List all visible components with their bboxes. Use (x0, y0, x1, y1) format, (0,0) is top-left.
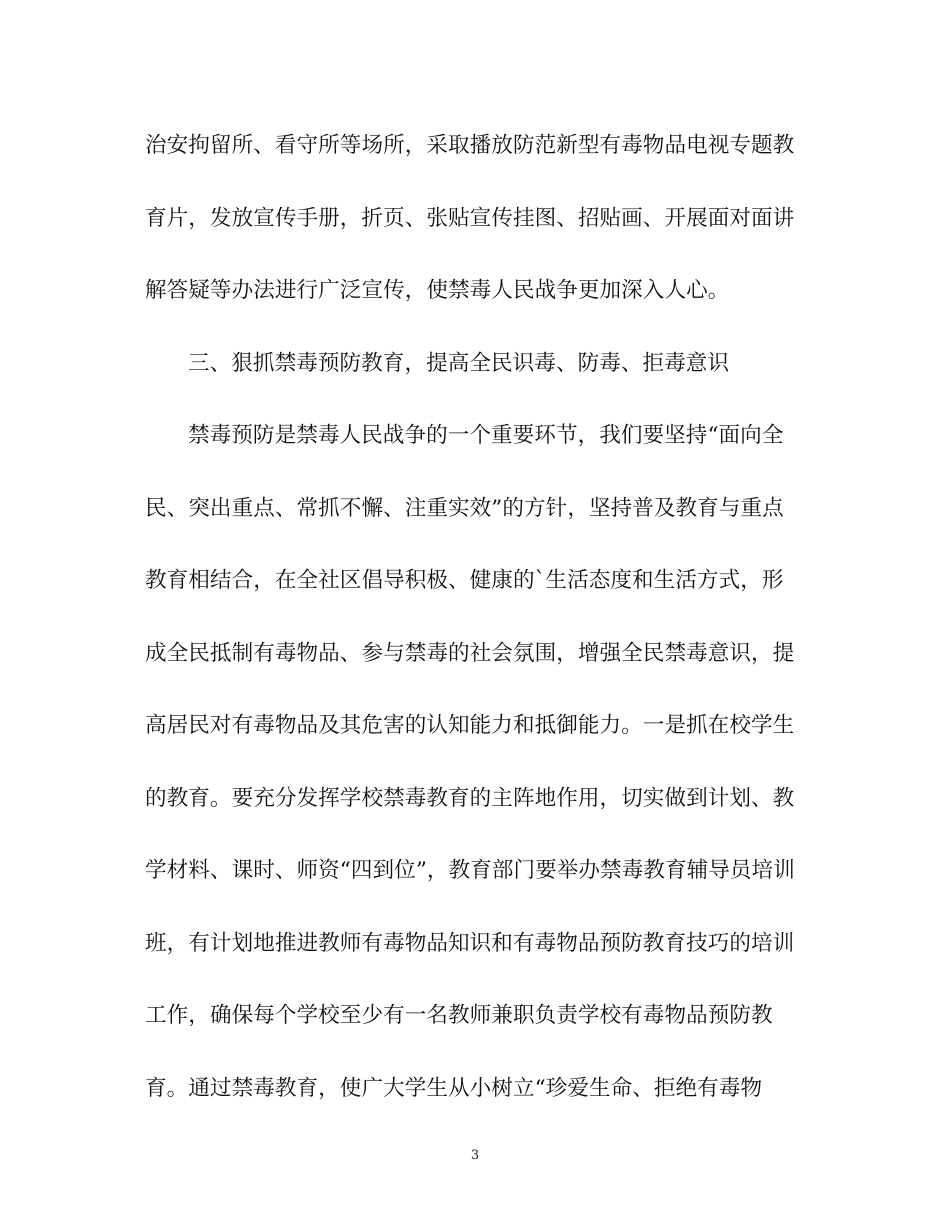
text-line: 班，有计划地推进教师有毒物品知识和有毒物品预防教育技巧的培训 (145, 930, 795, 956)
text-line: 解答疑等办法进行广泛宣传，使禁毒人民战争更加深入人心。 (145, 278, 730, 303)
page-number: 3 (470, 1148, 480, 1163)
text-line: 的教育。要充分发挥学校禁毒教育的主阵地作用，切实做到计划、教 (145, 785, 795, 811)
text-line: 民、突出重点、常抓不懈、注重实效”的方针，坚持普及教育与重点 (145, 495, 784, 521)
text-line: 育。通过禁毒教育，使广大学生从小树立“珍爱生命、拒绝有毒物 (145, 1075, 763, 1101)
text-line: 教育相结合，在全社区倡导积极、健康的`生活态度和生活方式，形 (145, 568, 784, 593)
text-line: 高居民对有毒物品及其危害的认知能力和抵御能力。一是抓在校学生 (145, 713, 795, 738)
section-heading: 三、狠抓禁毒预防教育，提高全民识毒、防毒、拒毒意识 (188, 350, 730, 376)
text-line: 学材料、课时、师资“四到位”，教育部门要举办禁毒教育辅导员培训 (145, 858, 795, 883)
text-line: 治安拘留所、看守所等场所，采取播放防范新型有毒物品电视专题教 (145, 133, 795, 158)
text-line: 育片，发放宣传手册，折页、张贴宣传挂图、招贴画、开展面对面讲 (145, 205, 795, 231)
text-line: 工作，确保每个学校至少有一名教师兼职负责学校有毒物品预防教 (145, 1003, 773, 1028)
document-body (145, 124, 805, 1139)
text-line: 成全民抵制有毒物品、参与禁毒的社会氛围，增强全民禁毒意识，提 (145, 640, 795, 666)
paragraph-first-line: 禁毒预防是禁毒人民战争的一个重要环节，我们要坚持“面向全 (188, 423, 784, 448)
